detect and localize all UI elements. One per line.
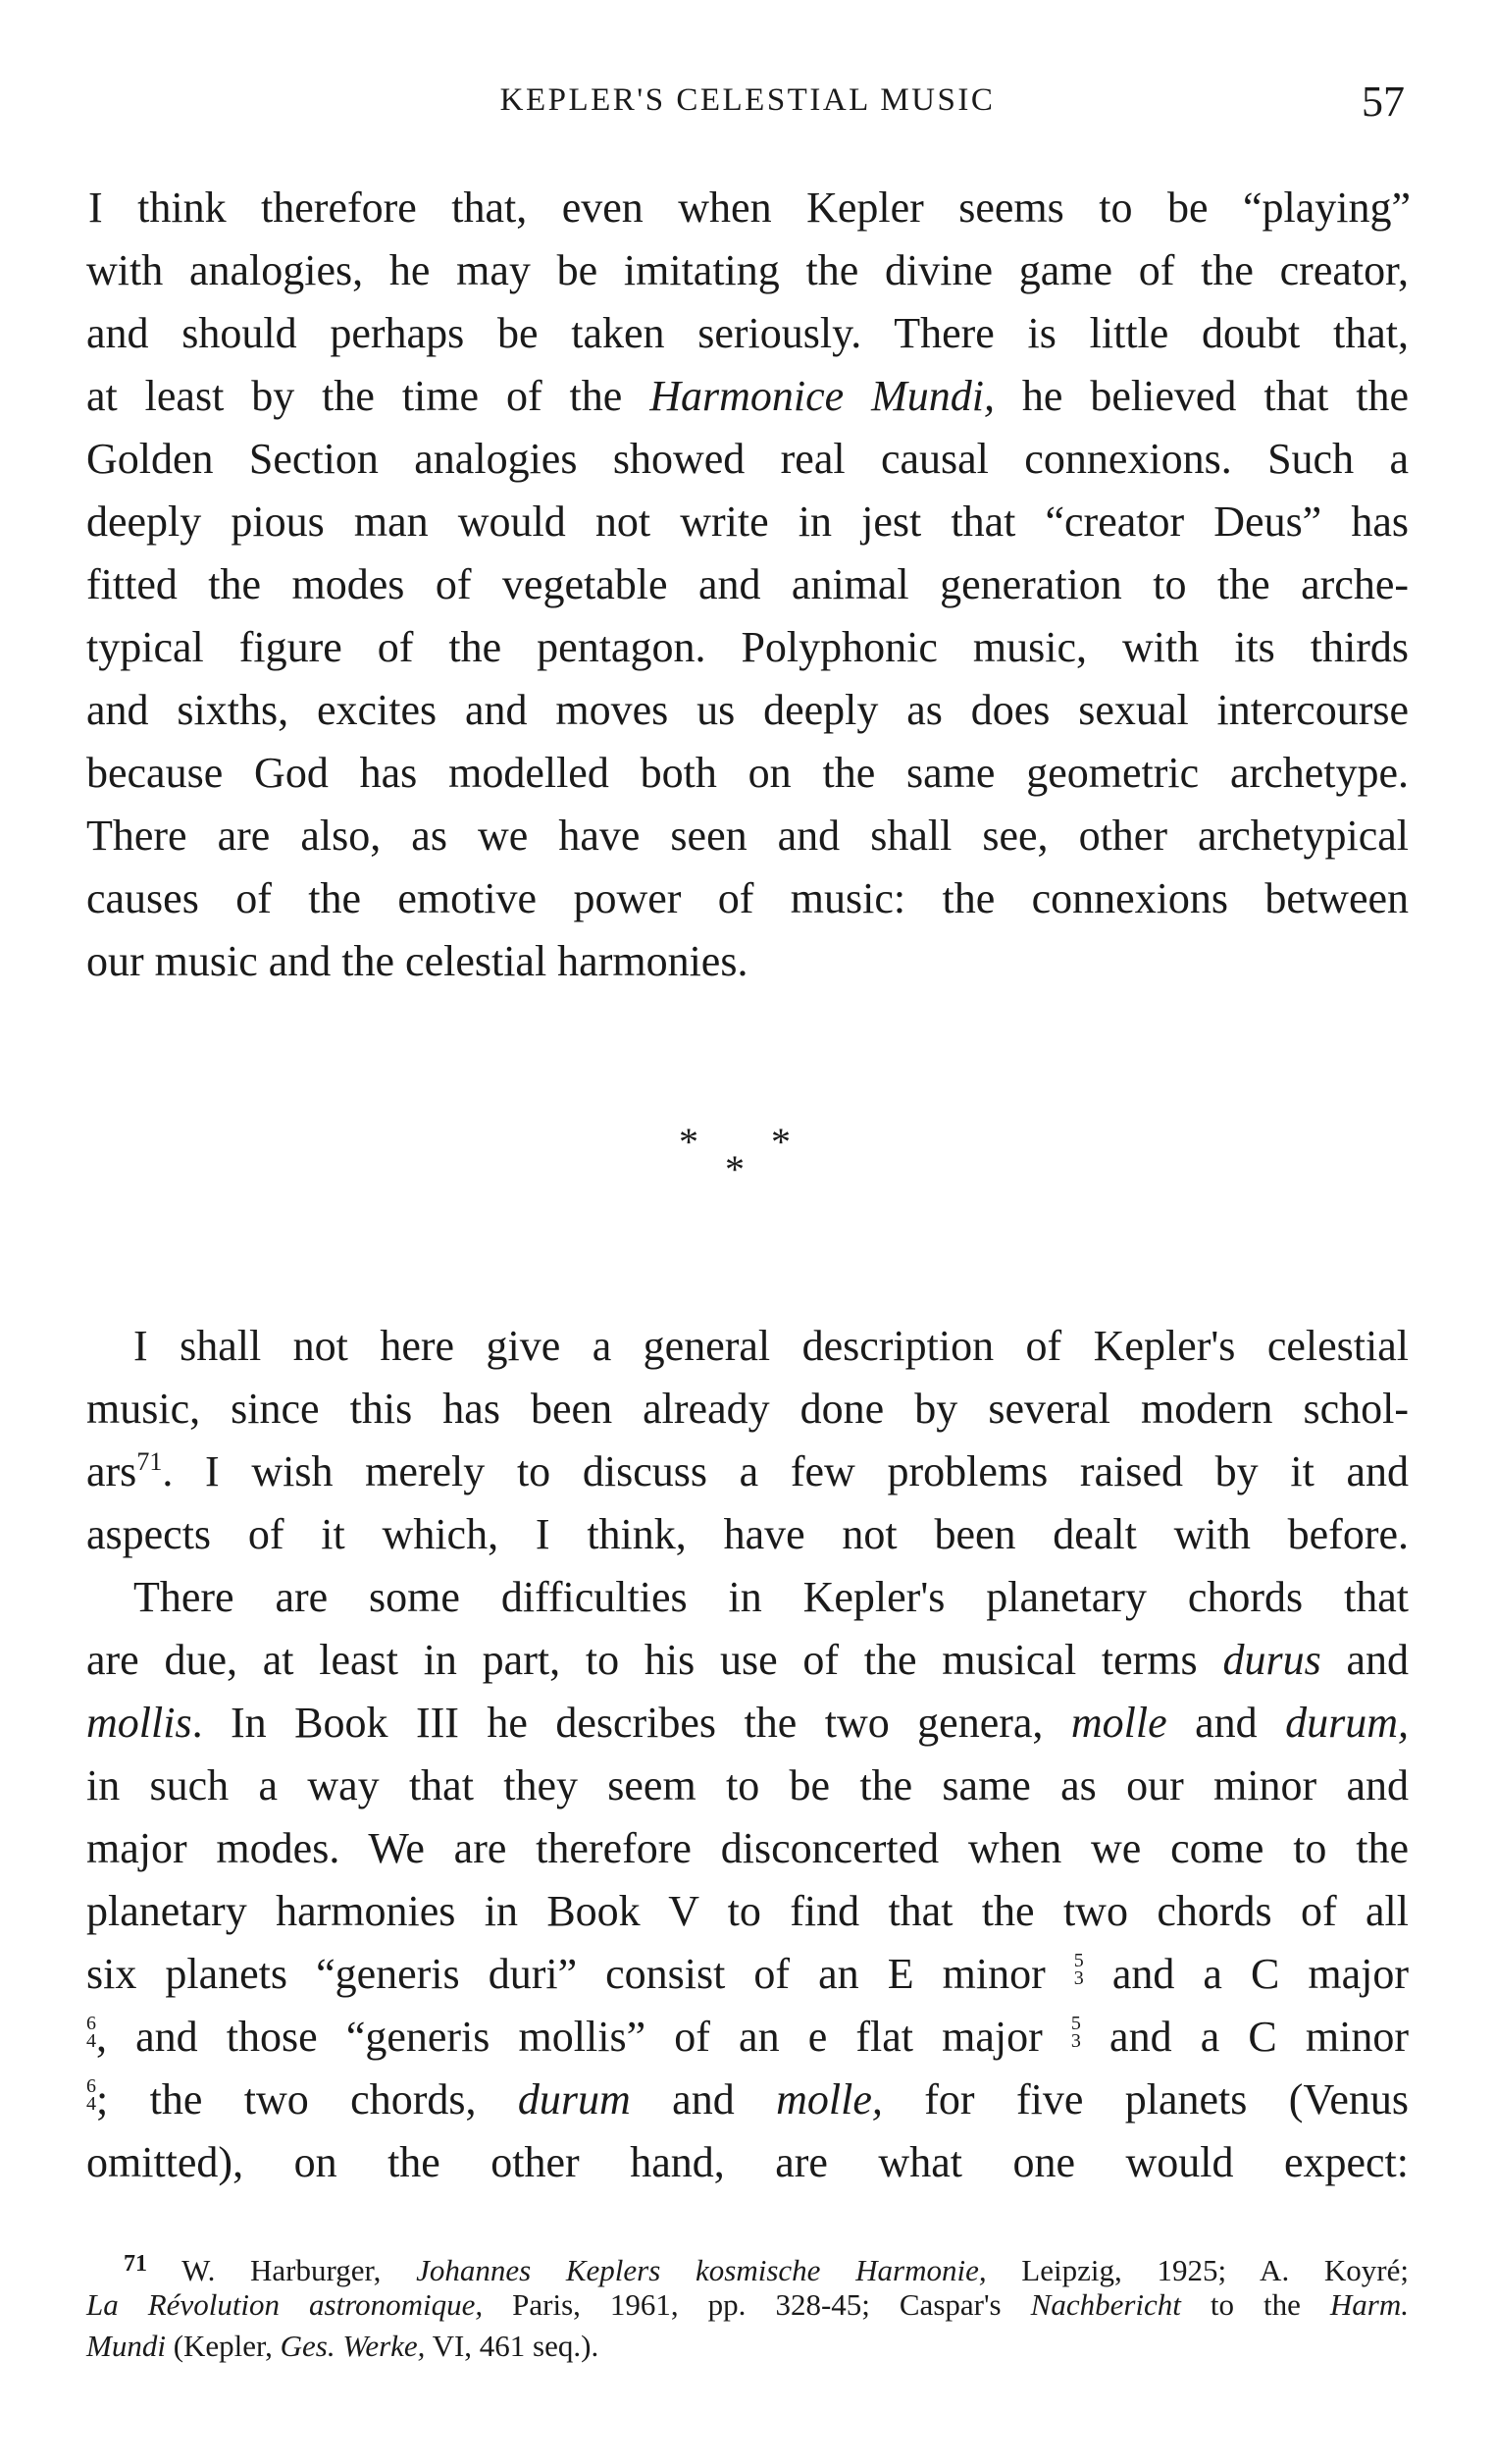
text-line: Golden Section analogies showed real causal connexions. Such a [86, 435, 1409, 483]
text-line: at least by the time of the Harmonice Mundi, he believed that the [86, 372, 1409, 420]
footnote-marker: 71 [124, 2251, 147, 2277]
separator-star: * [725, 1147, 745, 1191]
text-line: fitted the modes of vegetable and animal generation to the arche- [86, 560, 1409, 608]
text-line: our music and the celestial harmonies. [86, 937, 748, 985]
text-line: deeply pious man would not write in jest that “creator Deus” has [86, 498, 1409, 546]
page-number: 57 [1362, 78, 1405, 126]
figured-bass-5-3: 5 3 [1073, 1950, 1084, 1989]
text-line: omitted), on the other hand, are what one would expect: [86, 2138, 1409, 2186]
footnote-line: Mundi (Kepler, Ges. Werke, VI, 461 seq.). [86, 2329, 599, 2363]
text-line: major modes. We are therefore disconcerted when we come to the [86, 1824, 1409, 1872]
text-line: and should perhaps be taken seriously. There is little doubt that, [86, 309, 1409, 357]
text-line: ars$^{71}$. I wish merely to discuss a few problems raised by it and [86, 1447, 1409, 1495]
text-line: because God has modelled both on the same geometric archetype. [86, 749, 1409, 797]
figured-bass-5-3: 5 3 [1070, 2013, 1081, 2052]
text-line: I think therefore that, even when Kepler seems to be “playing” [88, 183, 1411, 232]
text-line: planetary harmonies in Book V to find that the two chords of all [86, 1887, 1409, 1935]
text-line: There are some difficulties in Kepler's planetary chords that [133, 1573, 1409, 1621]
text-line: six planets “generis duri” consist of an E minor 5 3 and a C major [86, 1950, 1410, 1998]
figured-bass-6-4: 6 4 [86, 2013, 96, 2052]
text-line: in such a way that they seem to be the same as our minor and [86, 1761, 1409, 1809]
text-line: 6 4 ; the two chords, durum and molle, for five planets (Venus [86, 2075, 1410, 2123]
text-line: and sixths, excites and moves us deeply as does sexual intercourse [86, 686, 1409, 734]
text-line: I shall not here give a general description of Kepler's celestial [133, 1322, 1409, 1370]
text-line: mollis. In Book III he describes the two genera, molle and durum, [86, 1699, 1409, 1747]
text-line: with analogies, he may be imitating the divine game of the creator, [86, 246, 1409, 294]
text-line: causes of the emotive power of music: the connexions between [86, 874, 1409, 922]
text-line: typical figure of the pentagon. Polyphonic music, with its thirds [86, 623, 1409, 671]
text-line: 6 4 , and those “generis mollis” of an e flat major 5 3 and a C minor [86, 2013, 1409, 2061]
footnote-line: $^{71}$ W. Harburger, Johannes Keplers kosmische Harmonie, Leipzig, 1925; A. Koyré; [124, 2251, 1409, 2287]
separator-star: * [679, 1120, 698, 1164]
text-line: aspects of it which, I think, have not been dealt with before. [86, 1510, 1409, 1558]
text-line: are due, at least in part, to his use of the musical terms durus and [86, 1636, 1409, 1684]
text-line: music, since this has been already done by several modern schol- [86, 1385, 1409, 1433]
running-title: KEPLER'S CELESTIAL MUSIC [499, 82, 996, 118]
separator-star: * [771, 1120, 791, 1164]
footnote-reference: 71 [136, 1447, 163, 1476]
footnote-line: La Révolution astronomique, Paris, 1961, pp. 328-45; Caspar's Nachbericht to the Harm. [86, 2287, 1409, 2322]
text-line: There are also, as we have seen and shall see, other archetypical [86, 812, 1409, 860]
figured-bass-6-4: 6 4 [86, 2075, 96, 2115]
